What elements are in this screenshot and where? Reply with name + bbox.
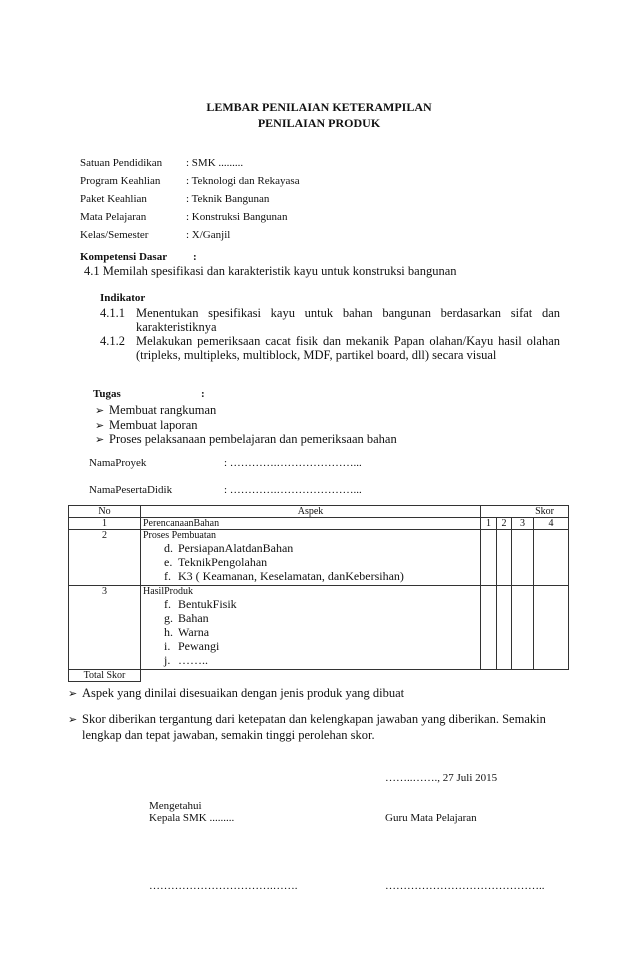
score-cell[interactable] [481, 530, 497, 586]
identity-label-program: Program Keahlian [80, 175, 161, 187]
project-name-label: NamaProyek [89, 457, 147, 469]
row-aspek: Proses Pembuatan [143, 530, 217, 541]
score-cell[interactable] [512, 530, 534, 586]
tugas-item: ➢ Membuat rangkuman [95, 403, 217, 417]
score-header: 4 [534, 518, 569, 530]
row-no: 3 [69, 586, 141, 670]
identity-value-program: : Teknologi dan Rekayasa [186, 175, 300, 187]
kompetensi-label: Kompetensi Dasar [80, 251, 168, 263]
identity-label-school: Satuan Pendidikan [80, 157, 163, 169]
indikator-num-2: 4.1.2 [100, 334, 125, 348]
indikator-num-1: 4.1.1 [100, 306, 125, 320]
arrow-bullet-icon: ➢ [68, 688, 78, 700]
identity-value-class: : X/Ganjil [186, 229, 231, 241]
table-total-row [69, 670, 569, 682]
indikator-text-2b: (tripleks, multipleks, multiblock, MDF, partikel board, dll) secara visual [136, 348, 497, 362]
row-aspek-cell [141, 530, 481, 586]
table-header-row [69, 506, 569, 518]
indikator-text-1b: karakteristiknya [136, 320, 217, 334]
indikator-text-2a: Melakukan pemeriksaan cacat fisik dan mekanik Papan olahan/Kayu hasil olahan [136, 334, 560, 348]
table-row [69, 530, 569, 586]
identity-value-school: : SMK ......... [186, 157, 244, 169]
tugas-colon: : [201, 388, 205, 400]
sub-item: g. Bahan [164, 611, 209, 625]
sub-item: f. K3 ( Keamanan, Keselamatan, danKebersihan) [164, 569, 404, 583]
tugas-item: ➢ Proses pelaksanaan pembelajaran dan pemeriksaan bahan [95, 432, 397, 446]
row-no: 1 [69, 518, 141, 530]
arrow-bullet-icon: ➢ [95, 434, 105, 446]
score-cell[interactable] [497, 586, 512, 670]
arrow-bullet-icon: ➢ [95, 405, 105, 417]
identity-value-subject: : Konstruksi Bangunan [186, 211, 288, 223]
row-aspek: HasilProduk [143, 586, 193, 597]
arrow-bullet-icon: ➢ [68, 714, 78, 726]
row-aspek-cell [141, 586, 481, 670]
tugas-label: Tugas [93, 388, 121, 400]
score-header: 1 [481, 518, 497, 530]
identity-label-class: Kelas/Semester [80, 229, 149, 241]
arrow-bullet-icon: ➢ [95, 420, 105, 432]
score-cell[interactable] [512, 586, 534, 670]
signature-left-title: Kepala SMK ......... [149, 812, 235, 824]
note-item: ➢ Skor diberikan tergantung dari ketepatan dan kelengkapan jawaban yang diberikan. Semakin [68, 712, 546, 726]
row-no: 2 [69, 530, 141, 586]
document-title: LEMBAR PENILAIAN KETERAMPILAN [206, 100, 432, 114]
student-name-label: NamaPesertaDidik [89, 484, 173, 496]
signature-date: ……..……., 27 Juli 2015 [385, 772, 498, 784]
identity-value-package: : Teknik Bangunan [186, 193, 270, 205]
sub-item: e. TeknikPengolahan [164, 555, 268, 569]
score-cell[interactable] [534, 530, 569, 586]
project-name-field: : ………….…………………... [224, 457, 362, 469]
note-item-continued: lengkap dan tepat jawaban, semakin tinggi perolehan skor. [82, 728, 375, 742]
sub-item: f. BentukFisik [164, 597, 237, 611]
kompetensi-text: 4.1 Memilah spesifikasi dan karakteristik kayu untuk konstruksi bangunan [84, 264, 457, 278]
table-row [69, 586, 569, 670]
row-aspek: PerencanaanBahan [141, 518, 481, 530]
sub-item: d. PersiapanAlatdanBahan [164, 541, 294, 555]
identity-label-subject: Mata Pelajaran [80, 211, 147, 223]
table-row [69, 518, 569, 530]
signature-right-line: …………………………………….. [385, 880, 545, 892]
score-cell[interactable] [497, 530, 512, 586]
score-cell[interactable] [481, 586, 497, 670]
header-skor: Skor [481, 506, 569, 518]
sub-item: i. Pewangi [164, 639, 220, 653]
student-name-field: : ………….…………………... [224, 484, 362, 496]
note-item: ➢ Aspek yang dinilai disesuaikan dengan jenis produk yang dibuat [68, 686, 405, 700]
signature-right-title: Guru Mata Pelajaran [385, 812, 477, 824]
score-header: 3 [512, 518, 534, 530]
document-subtitle: PENILAIAN PRODUK [257, 116, 381, 130]
signature-left-caption: Mengetahui [149, 800, 202, 812]
sub-item: h. Warna [164, 625, 210, 639]
indikator-text-1a: Menentukan spesifikasi kayu untuk bahan bangunan berdasarkan sifat dan [136, 306, 560, 320]
total-label: Total Skor [69, 670, 141, 682]
header-aspek: Aspek [141, 506, 481, 518]
header-no: No [69, 506, 141, 518]
kompetensi-colon: : [193, 251, 197, 263]
indikator-label: Indikator [100, 292, 146, 304]
sub-item: j. …….. [164, 653, 208, 667]
assessment-table [68, 505, 569, 682]
tugas-item: ➢ Membuat laporan [95, 418, 198, 432]
score-cell[interactable] [534, 586, 569, 670]
signature-left-line: …………………………….……. [149, 880, 298, 892]
identity-label-package: Paket Keahlian [80, 193, 147, 205]
score-header: 2 [497, 518, 512, 530]
